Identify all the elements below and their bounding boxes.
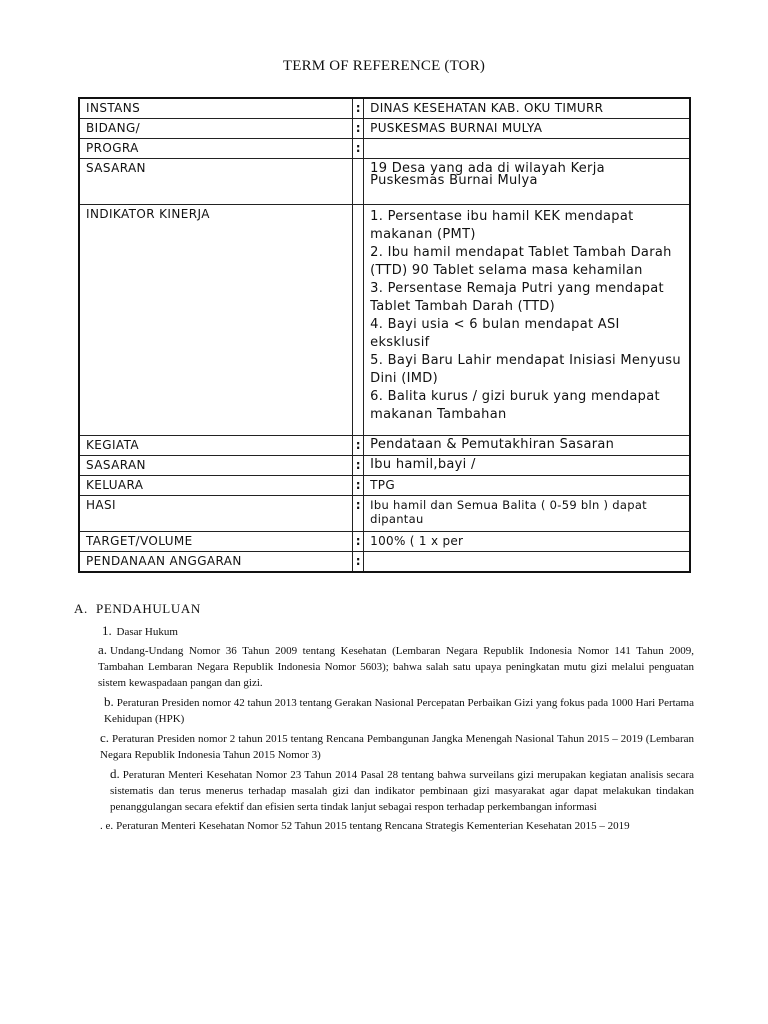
row-value: TPG xyxy=(364,476,690,496)
list-item: 2. Ibu hamil mendapat Tablet Tambah Darah (TTD) 90 Tablet selama masa kehamilan xyxy=(370,245,672,278)
value-line: 19 Desa yang ada di wilayah Kerja xyxy=(370,161,605,176)
tor-table xyxy=(78,97,691,573)
colon: : xyxy=(353,139,364,159)
colon: : xyxy=(353,436,364,456)
indikator-list xyxy=(370,208,683,430)
section-title: PENDAHULUAN xyxy=(96,601,201,616)
subsection-number: 1. xyxy=(102,623,112,638)
row-kegiatan xyxy=(79,436,690,456)
item-marker: c. xyxy=(100,730,110,745)
list-item xyxy=(100,730,694,763)
colon xyxy=(353,205,364,436)
list-item: 4. Bayi usia < 6 bulan mendapat ASI eksklusif xyxy=(370,317,620,350)
colon: : xyxy=(353,456,364,476)
row-label: SASARAN xyxy=(79,456,353,476)
row-value: PUSKESMAS BURNAI MULYA xyxy=(364,119,690,139)
row-indikator xyxy=(79,205,690,436)
row-bidang xyxy=(79,119,690,139)
row-label: TARGET/VOLUME xyxy=(79,532,353,552)
row-label: PROGRA xyxy=(79,139,353,159)
colon: : xyxy=(353,98,364,119)
document-title: TERM OF REFERENCE (TOR) xyxy=(282,58,486,74)
colon: : xyxy=(353,552,364,573)
row-sasaran-kegiatan xyxy=(79,456,690,476)
item-text: Peraturan Menteri Kesehatan Nomor 23 Tahun 2014 Pasal 28 tentang bahwa surveilans gizi merupakan kegiatan analisis secara sistematis dan terus menerus terhadap masalah gizi dan indikator pembinaan gizi masyarakat agar dapat melakukan tindakan penanggulangan secara efektif dan efisien serta tindak lanjut sebagai respon terhadap perkembangan informasi xyxy=(110,769,694,813)
colon: : xyxy=(353,496,364,532)
item-text: Peraturan Presiden nomor 2 tahun 2015 tentang Rencana Pembangunan Jangka Menengah Nasional Tahun 2015 – 2019 (Lembaran Negara Republik Indonesia Tahun 2015 Nomor 3) xyxy=(100,733,694,761)
colon: : xyxy=(353,476,364,496)
row-value xyxy=(364,552,690,573)
list-item: 6. Balita kurus / gizi buruk yang mendapat makanan Tambahan xyxy=(370,389,660,422)
colon xyxy=(353,159,364,205)
row-label: SASARAN xyxy=(79,159,353,205)
list-item xyxy=(100,818,694,834)
item-marker: b. xyxy=(104,694,114,709)
item-marker: a. xyxy=(98,642,108,657)
row-value: Ibu hamil dan Semua Balita ( 0-59 bln ) dapat dipantau xyxy=(364,496,690,532)
row-label: HASI xyxy=(79,496,353,532)
row-label: INDIKATOR KINERJA xyxy=(79,205,353,436)
row-value: DINAS KESEHATAN KAB. OKU TIMURR xyxy=(364,98,690,119)
row-label: BIDANG/ xyxy=(79,119,353,139)
item-marker: . e. xyxy=(100,820,114,832)
list-item: 5. Bayi Baru Lahir mendapat Inisiasi Menyusu Dini (IMD) xyxy=(370,353,681,386)
colon: : xyxy=(353,119,364,139)
row-value: Ibu hamil,bayi / xyxy=(364,456,690,476)
row-label: KEGIATA xyxy=(79,436,353,456)
row-target xyxy=(79,532,690,552)
list-item xyxy=(104,694,694,727)
list-item: 3. Persentase Remaja Putri yang mendapat Tablet Tambah Darah (TTD) xyxy=(370,281,664,314)
row-hasil xyxy=(79,496,690,532)
item-text: Peraturan Menteri Kesehatan Nomor 52 Tahun 2015 tentang Rencana Strategis Kementerian Kesehatan 2015 – 2019 xyxy=(116,820,630,832)
item-text: Undang-Undang Nomor 36 Tahun 2009 tentang Kesehatan (Lembaran Negara Republik Indonesia Nomor 141 Tahun 2009, Tambahan Lembaran Negara Republik Indonesia Nomor 5603); bahwa salah satu upaya peningkatan mutu gizi melalui penguatan sistem kewaspadaan pangan dan gizi. xyxy=(98,645,694,689)
row-value: 100% ( 1 x per xyxy=(364,532,690,552)
colon: : xyxy=(353,532,364,552)
section-pendahuluan xyxy=(74,601,694,834)
row-program xyxy=(79,139,690,159)
list-item xyxy=(110,766,694,815)
list-item xyxy=(98,642,694,691)
row-value xyxy=(364,139,690,159)
list-item: 1. Persentase ibu hamil KEK mendapat makanan (PMT) xyxy=(370,209,634,242)
section-marker: A. xyxy=(74,601,88,616)
row-label: KELUARA xyxy=(79,476,353,496)
row-keluaran xyxy=(79,476,690,496)
row-instansi xyxy=(79,98,690,119)
item-text: Peraturan Presiden nomor 42 tahun 2013 tentang Gerakan Nasional Percepatan Perbaikan Gizi yang fokus pada 1000 Hari Pertama Kehidupan (HPK) xyxy=(104,697,694,725)
row-label: INSTANS xyxy=(79,98,353,119)
section-heading xyxy=(74,601,694,617)
row-value xyxy=(364,159,690,205)
subsection-dasar-hukum xyxy=(102,623,694,639)
value-line: Puskesmas Burnai Mulya xyxy=(370,173,538,188)
item-marker: d. xyxy=(110,766,120,781)
row-value: Pendataan & Pemutakhiran Sasaran xyxy=(364,436,690,456)
row-label: PENDANAAN ANGGARAN xyxy=(79,552,353,573)
subsection-title: Dasar Hukum xyxy=(116,626,178,638)
row-value xyxy=(364,205,690,436)
row-sasaran-program xyxy=(79,159,690,205)
row-pendanaan xyxy=(79,552,690,573)
